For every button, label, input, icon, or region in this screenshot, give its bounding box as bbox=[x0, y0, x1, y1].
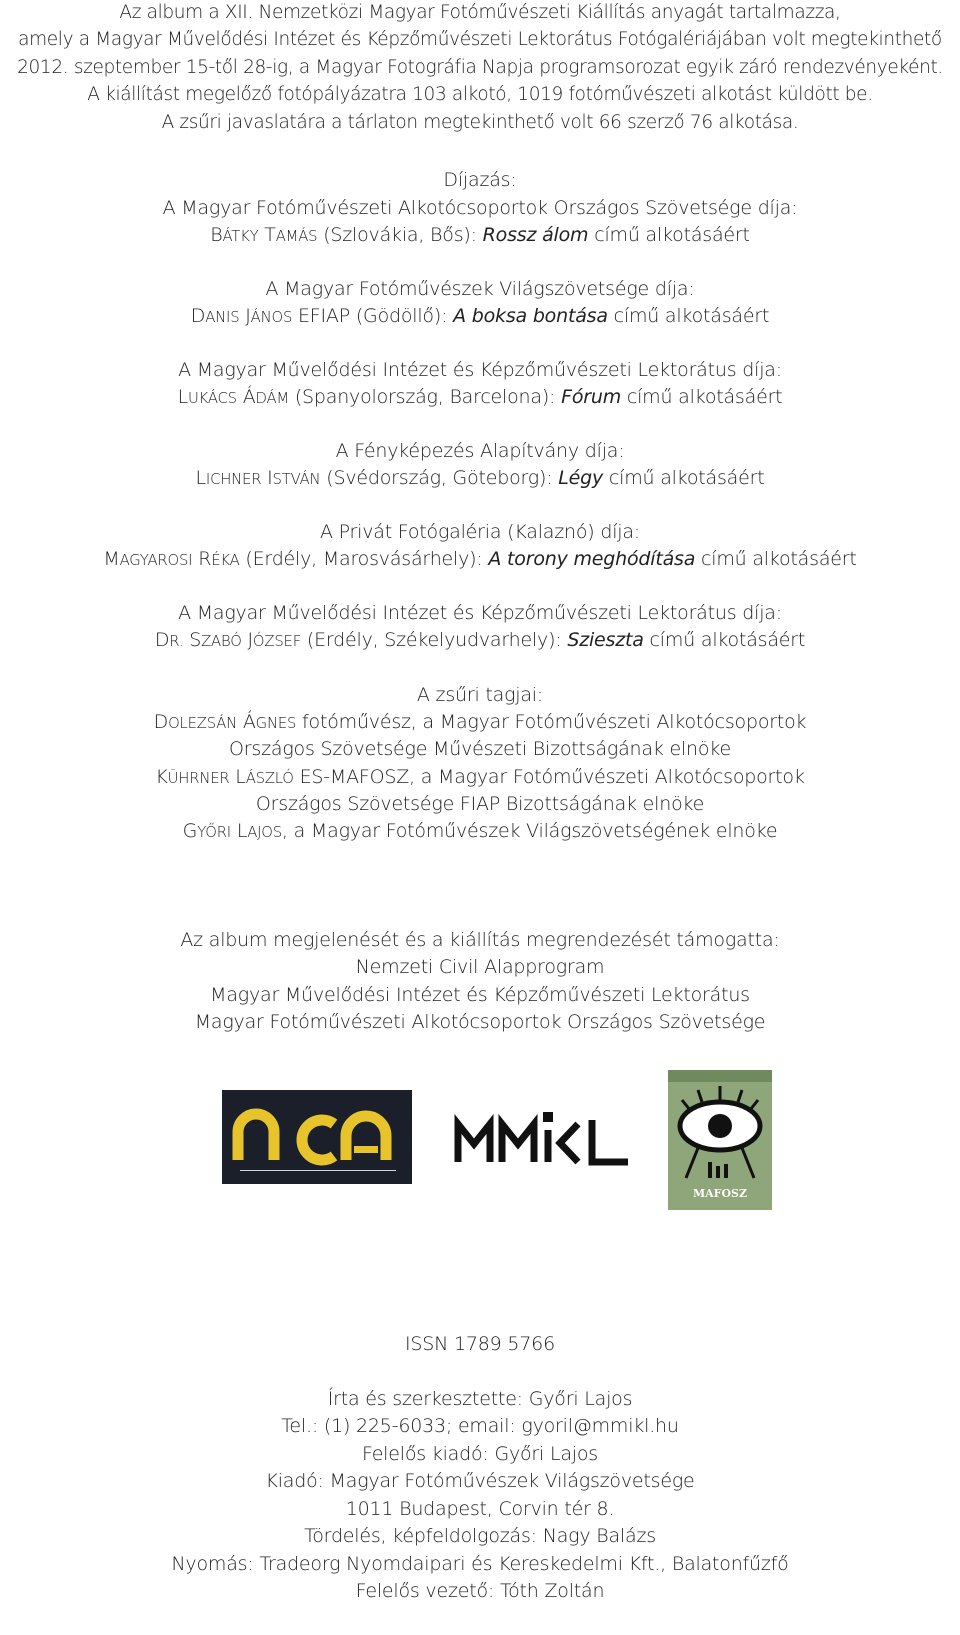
mafosz-logo-text: MAFOSZ bbox=[692, 1187, 748, 1200]
award-6-title: A Magyar Művelődési Intézet és Képzőművészeti Lektorátus díja: bbox=[178, 602, 782, 624]
mafosz-logo bbox=[668, 1070, 772, 1210]
award-3-title: A Magyar Művelődési Intézet és Képzőművészeti Lektorátus díja: bbox=[178, 359, 782, 381]
colophon-line-1: Írta és szerkesztette: Győri Lajos bbox=[327, 1388, 633, 1410]
colophon-line-6: Tördelés, képfeldolgozás: Nagy Balázs bbox=[304, 1525, 656, 1547]
awards-heading: Díjazás: bbox=[443, 169, 517, 191]
award-4-title: A Fényképezés Alapítvány díja: bbox=[335, 440, 625, 462]
award-2-winner: DANIS JÁNOS EFIAP (Gödöllő): A boksa bontása című alkotásáért bbox=[190, 305, 770, 327]
award-3-winner: LUKÁCS ÁDÁM (Spanyolország, Barcelona): Fórum című alkotásáért bbox=[177, 386, 783, 408]
support-line-2: Nemzeti Civil Alapprogram bbox=[355, 956, 605, 978]
mmikl-logo bbox=[452, 1106, 632, 1168]
support-line-1: Az album megjelenését és a kiállítás megrendezését támogatta: bbox=[180, 929, 780, 951]
award-1-winner: BÁTKY TAMÁS (Szlovákia, Bős): Rossz álom című alkotásáért bbox=[210, 224, 750, 246]
jury-member-2-line-1: KÜHRNER LÁSZLÓ ES-MAFOSZ, a Magyar Fotóművészeti Alkotócsoportok bbox=[155, 766, 805, 788]
intro-line-2: amely a Magyar Művelődési Intézet és Képzőművészeti Lektorátus Fotógalériájában volt megtekinthető bbox=[18, 29, 942, 50]
colophon-line-4: Kiadó: Magyar Fotóművészek Világszövetsége bbox=[265, 1470, 695, 1492]
nca-logo bbox=[222, 1090, 412, 1184]
colophon-line-2: Tel.: (1) 225-6033; email: gyoril@mmikl.hu bbox=[281, 1415, 679, 1437]
jury-member-2-line-2: Országos Szövetsége FIAP Bizottságának elnöke bbox=[255, 793, 705, 815]
award-2-title: A Magyar Fotóművészek Világszövetsége díja: bbox=[265, 278, 695, 300]
colophon-line-7: Nyomás: Tradeorg Nyomdaipari és Kereskedelmi Kft., Balatonfűzfő bbox=[171, 1553, 789, 1575]
support-line-4: Magyar Fotóművészeti Alkotócsoportok Országos Szövetsége bbox=[194, 1011, 766, 1033]
award-6-winner: DR. SZABÓ JÓZSEF (Erdély, Székelyudvarhely): Szieszta című alkotásáért bbox=[154, 629, 806, 651]
intro-line-5: A zsűri javaslatára a tárlaton megtekinthető volt 66 szerző 76 alkotása. bbox=[161, 112, 799, 133]
award-5-title: A Privát Fotógaléria (Kalaznó) díja: bbox=[319, 521, 641, 543]
colophon-line-8: Felelős vezető: Tóth Zoltán bbox=[355, 1580, 605, 1602]
colophon-line-3: Felelős kiadó: Győri Lajos bbox=[362, 1443, 598, 1465]
colophon-line-5: 1011 Budapest, Corvin tér 8. bbox=[345, 1498, 615, 1520]
jury-heading: A zsűri tagjai: bbox=[416, 684, 544, 706]
award-1-title: A Magyar Fotóművészeti Alkotócsoportok Országos Szövetsége díja: bbox=[162, 197, 798, 219]
jury-member-3-line-1: GYŐRI LAJOS, a Magyar Fotóművészek Világszövetségének elnöke bbox=[182, 820, 778, 842]
support-line-3: Magyar Művelődési Intézet és Képzőművészeti Lektorátus bbox=[210, 984, 750, 1006]
jury-member-1-line-2: Országos Szövetsége Művészeti Bizottságának elnöke bbox=[229, 738, 731, 760]
issn: ISSN 1789 5766 bbox=[405, 1333, 555, 1355]
mmikl-logo-graphic bbox=[452, 1106, 632, 1168]
award-4-winner: LICHNER ISTVÁN (Svédország, Göteborg): Légy című alkotásáért bbox=[195, 467, 765, 489]
intro-line-3: 2012. szeptember 15-től 28-ig, a Magyar Fotográfia Napja programsorozat egyik záró rendezvényeként. bbox=[17, 57, 943, 78]
intro-line-4: A kiállítást megelőző fotópályázatra 103 alkotó, 1019 fotóművészeti alkotást küldött be. bbox=[87, 84, 873, 105]
nca-logo-graphic bbox=[222, 1090, 412, 1184]
award-5-winner: MAGYAROSI RÉKA (Erdély, Marosvásárhely): A torony meghódítása című alkotásáért bbox=[103, 548, 857, 570]
intro-line-1: Az album a XII. Nemzetközi Magyar Fotóművészeti Kiállítás anyagát tartalmazza, bbox=[119, 2, 841, 23]
jury-member-1-line-1: DOLEZSÁN ÁGNES fotóművész, a Magyar Fotóművészeti Alkotócsoportok bbox=[153, 711, 807, 733]
